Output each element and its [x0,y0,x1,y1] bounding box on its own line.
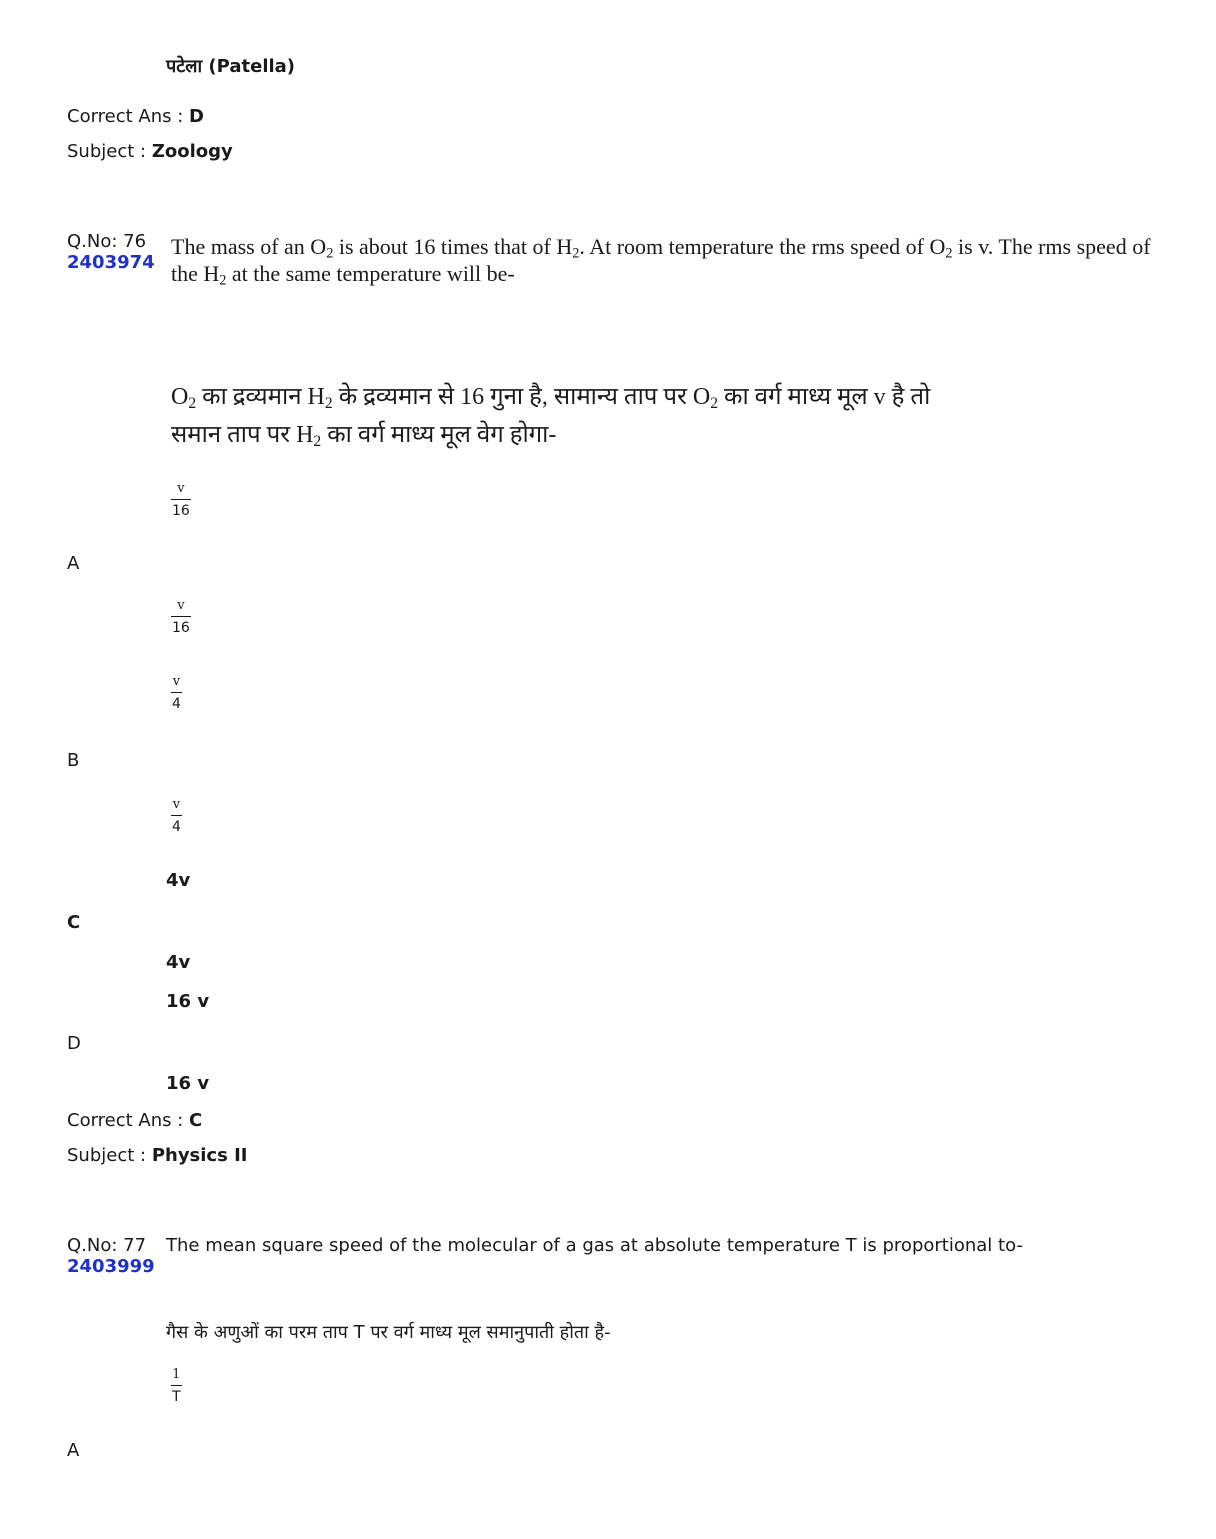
question-text-hindi: गैस के अणुओं का परम ताप T पर वर्ग माध्य मूल समानुपाती होता है- [166,1322,611,1343]
hindi-line-2: समान ताप पर $H_2$ का वर्ग माध्य मूल वेग होगा- [171,422,557,450]
question-id: 2403999 [67,1256,155,1277]
option-a-fraction-hindi: $\frac{v}{16}$ [172,598,190,636]
subject-value: Zoology [151,141,233,162]
option-d-text-english: 16 v [166,991,210,1012]
option-b-letter[interactable]: B [67,750,80,771]
correct-ans-value: C [189,1110,203,1131]
correct-ans-value: D [189,106,204,127]
correct-ans-label: Correct Ans : [67,106,184,127]
prev-option-text: पटेला (Patella) [166,56,296,77]
subject-value: Physics II [151,1145,248,1166]
option-d-letter[interactable]: D [67,1033,81,1054]
question-id: 2403974 [67,252,155,273]
subject [67,1145,247,1166]
question-number: Q.No: 77 [67,1235,147,1256]
question-number: Q.No: 76 [67,231,147,252]
question-text-english: The mean square speed of the molecular of a gas at absolute temperature T is proportional to- [166,1235,1023,1256]
prev-subject [67,141,233,162]
subject-label: Subject : [67,141,147,162]
option-a-letter[interactable]: A [67,1440,80,1461]
prev-correct-answer [67,106,204,127]
option-b-fraction-english: $\frac{v}{4}$ [172,674,181,712]
option-a-letter[interactable]: A [67,553,80,574]
correct-answer [67,1110,202,1131]
subject-label: Subject : [67,1145,147,1166]
hindi-line-1: $O_2$ का द्रव्यमान $H_2$ के द्रव्यमान से 16 गुना है, सामान्य ताप पर $O_2$ का वर्ग माध्य मूल v है तो [171,384,931,412]
question-text-english: The mass of an $O_2$ is about 16 times that of $H_2$. At room temperature the rms speed of $O_2$ is v. The rms speed of the $H_2$ at the same temperature will be- [171,234,1151,289]
option-c-text-english: 4v [166,870,191,891]
option-d-text-hindi: 16 v [166,1073,210,1094]
option-c-text-hindi: 4v [166,952,191,973]
question-text-hindi [171,378,1111,454]
option-b-fraction-hindi: $\frac{v}{4}$ [172,797,181,835]
correct-ans-label: Correct Ans : [67,1110,184,1131]
option-a-fraction-english: $\frac{1}{T}$ [172,1367,181,1405]
option-c-letter[interactable]: C [67,912,81,933]
option-a-fraction-english: $\frac{v}{16}$ [172,481,190,519]
